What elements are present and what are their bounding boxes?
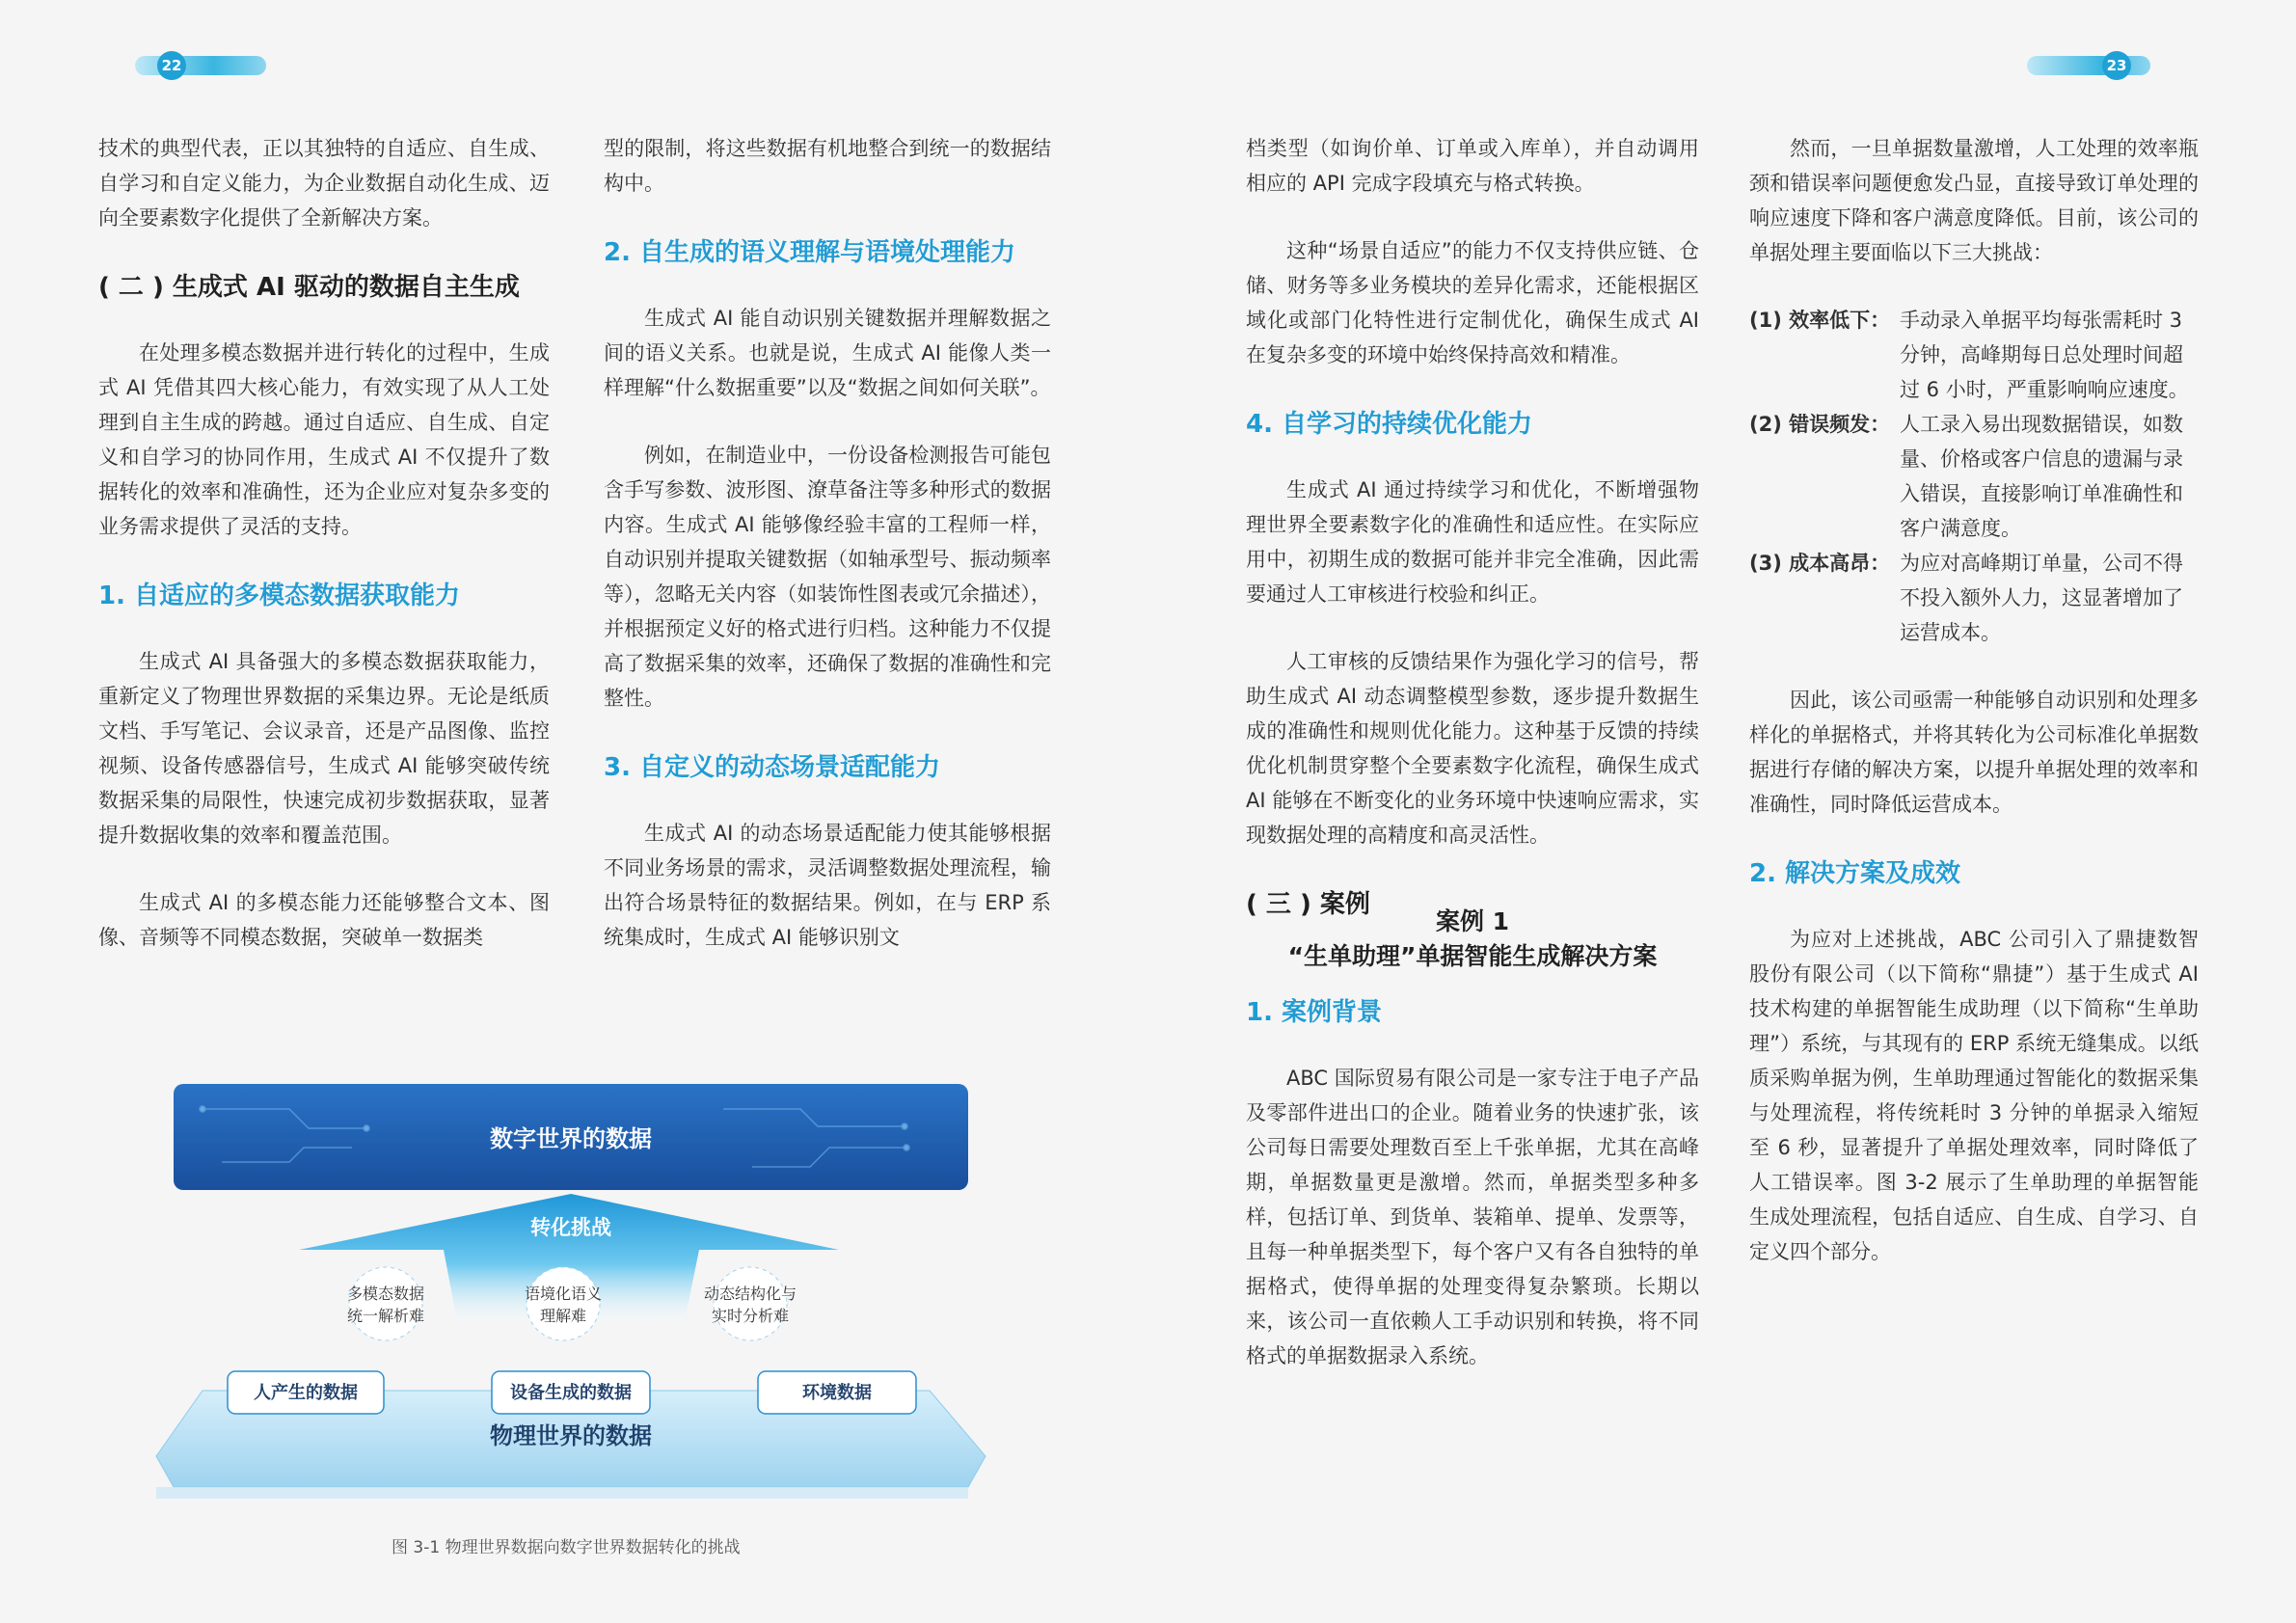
subsection-heading: 1. 案例背景 <box>1246 998 1383 1027</box>
subsection-heading: 2. 解决方案及成效 <box>1749 859 1961 888</box>
text-column-3 <box>1246 131 1699 1406</box>
page-number: 22 <box>157 51 186 80</box>
paragraph: 档类型（如询价单、订单或入库单），并自动调用相应的 API 完成字段填充与格式转换。 <box>1246 137 1699 195</box>
source-label: 人产生的数据 <box>254 1383 358 1403</box>
paragraph: 这种“场景自适应”的能力不仅支持供应链、仓储、财务等多业务模块的差异化需求，还能根据区域化或部门化特性进行定制优化，确保生成式 AI 在复杂多变的环境中始终保持高效和精准。 <box>1246 239 1699 366</box>
subsection-heading: 4. 自学习的持续优化能力 <box>1246 410 1533 439</box>
case-label: 案例 1 <box>1435 907 1510 935</box>
challenge-label: 统一解析难 <box>346 1307 425 1325</box>
text-column-4 <box>1749 131 2199 1302</box>
paragraph: 人工审核的反馈结果作为强化学习的信号，帮助生成式 AI 动态调整模型参数，逐步提升数据生成的准确性和规则优化能力。这种基于反馈的持续优化机制贯穿整个全要素数字化流程，确保生成式 AI 能够在不断变化的业务环境中快速响应需求，实现数据处理的高精度和高灵活性。 <box>1246 650 1699 847</box>
issue-def: 为应对高峰期订单量，公司不得不投入额外人力，这显著增加了运营成本。 <box>1900 552 2183 644</box>
issue-item <box>1749 407 2199 546</box>
text-column-2 <box>604 131 1051 987</box>
issue-def: 人工录入易出现数据错误，如数量、价格或客户信息的遗漏与录入错误，直接影响订单准确性和客户满意度。 <box>1900 413 2183 540</box>
page-tab-decoration <box>2027 56 2150 75</box>
paragraph: 然而，一旦单据数量激增，人工处理的效率瓶颈和错误率问题便愈发凸显，直接导致订单处理的响应速度下降和客户满意度降低。目前，该公司的单据处理主要面临以下三大挑战： <box>1749 137 2199 264</box>
arrow-label: 转化挑战 <box>530 1216 611 1239</box>
issue-item <box>1749 303 2199 407</box>
challenge-label: 实时分析难 <box>711 1307 790 1325</box>
source-label: 设备生成的数据 <box>510 1383 632 1403</box>
physical-data-label: 物理世界的数据 <box>490 1422 652 1449</box>
intro-paragraph: 技术的典型代表，正以其独特的自适应、自生成、自学习和自定义能力，为企业数据自动化生成、迈向全要素数字化提供了全新解决方案。 <box>98 137 550 230</box>
subsection-heading: 1. 自适应的多模态数据获取能力 <box>98 582 461 610</box>
paragraph: 生成式 AI 能自动识别关键数据并理解数据之间的语义关系。也就是说，生成式 AI 能像人类一样理解“什么数据重要”以及“数据之间如何关联”。 <box>604 307 1051 399</box>
digital-data-label: 数字世界的数据 <box>490 1125 652 1152</box>
page-number: 23 <box>2102 51 2131 80</box>
paragraph: 例如，在制造业中，一份设备检测报告可能包含手写参数、波形图、潦草备注等多种形式的数据内容。生成式 AI 能够像经验丰富的工程师一样，自动识别并提取关键数据（如轴承型号、振动频率等），忽略无关内容（如装饰性图表或冗余描述），并根据预定义好的格式进行归档。这种能力不仅提高了数据采集的效率，还确保了数据的准确性和完整性。 <box>604 444 1051 710</box>
issue-list <box>1749 303 2199 650</box>
issue-term: (2) 错误频发： <box>1749 413 1891 436</box>
challenge-label: 多模态数据 <box>346 1285 425 1303</box>
paragraph: 因此，该公司亟需一种能够自动识别和处理多样化的单据格式，并将其转化为公司标准化单据数据进行存储的解决方案，以提升单据处理的效率和准确性，同时降低运营成本。 <box>1749 689 2199 816</box>
challenge-label: 理解难 <box>539 1307 587 1325</box>
paragraph: ABC 国际贸易有限公司是一家专注于电子产品及零部件进出口的企业。随着业务的快速扩张，该公司每日需要处理数百至上千张单据，尤其在高峰期，单据数量更是激增。然而，单据类型多种多样，包括订单、到货单、装箱单、提单、发票等，且每一种单据类型下，每个客户又有各自独特的单据格式，使得单据的处理变得复杂繁琐。长期以来，该公司一直依赖人工手动识别和转换，将不同格式的单据数据录入系统。 <box>1246 1067 1699 1367</box>
issue-term: (1) 效率低下： <box>1749 309 1891 332</box>
issue-def: 手动录入单据平均每张需耗时 3 分钟，高峰期每日总处理时间超过 6 小时，严重影响响应速度。 <box>1900 309 2189 401</box>
source-label: 环境数据 <box>802 1383 872 1403</box>
paragraph: 为应对上述挑战，ABC 公司引入了鼎捷数智股份有限公司（以下简称“鼎捷”）基于生成式 AI 技术构建的单据智能生成助理（以下简称“生单助理”）系统，与其现有的 ERP 系统无缝集成。以纸质采购单据为例，生单助理通过智能化的数据采集与处理流程，将传统耗时 3 分钟的单据录入缩短至 6 秒，显著提升了单据处理效率，同时降低了人工错误率。图 3-2 展示了生单助理的单据智能生成处理流程，包括自适应、自生成、自学习、自定义四个部分。 <box>1749 928 2199 1263</box>
paragraph: 在处理多模态数据并进行转化的过程中，生成式 AI 凭借其四大核心能力，有效实现了从人工处理到自主生成的跨越。通过自适应、自生成、自定义和自学习的协同作用，生成式 AI 不仅提升了数据转化的效率和准确性，还为企业应对复杂多变的业务需求提供了灵活的支持。 <box>98 341 550 538</box>
challenge-1 <box>347 1267 424 1340</box>
right-page <box>1148 0 2296 1623</box>
issue-item <box>1749 546 2199 650</box>
paragraph: 生成式 AI 的多模态能力还能够整合文本、图像、音频等不同模态数据，突破单一数据类 <box>98 891 550 949</box>
subsection-heading: 3. 自定义的动态场景适配能力 <box>604 753 941 782</box>
page-tab-decoration <box>135 56 266 75</box>
challenge-label: 动态结构化与 <box>703 1285 797 1303</box>
paragraph: 型的限制，将这些数据有机地整合到统一的数据结构中。 <box>604 137 1051 195</box>
paragraph: 生成式 AI 具备强大的多模态数据获取能力，重新定义了物理世界数据的采集边界。无论是纸质文档、手写笔记、会议录音，还是产品图像、监控视频、设备传感器信号，生成式 AI 能够突破传统数据采集的局限性，快速完成初步数据获取，显著提升数据收集的效率和覆盖范围。 <box>98 650 550 847</box>
section-heading: ( 三 ) 案例 <box>1246 890 1370 919</box>
figure-caption: 图 3-1 物理世界数据向数字世界数据转化的挑战 <box>392 1538 741 1557</box>
challenge-3 <box>704 1267 797 1340</box>
challenge-label: 语境化语义 <box>524 1285 603 1303</box>
subsection-heading: 2. 自生成的语义理解与语境处理能力 <box>604 238 1016 267</box>
issue-term: (3) 成本高昂： <box>1749 552 1891 575</box>
figure-diagram <box>145 1070 993 1514</box>
paragraph: 生成式 AI 的动态场景适配能力使其能够根据不同业务场景的需求，灵活调整数据处理流程，输出符合场景特征的数据结果。例如，在与 ERP 系统集成时，生成式 AI 能够识别文 <box>604 822 1051 949</box>
case-title: “生单助理”单据智能生成解决方案 <box>1287 942 1658 970</box>
section-heading: ( 二 ) 生成式 AI 驱动的数据自主生成 <box>98 273 520 302</box>
paragraph: 生成式 AI 通过持续学习和优化，不断增强物理世界全要素数字化的准确性和适应性。在实际应用中，初期生成的数据可能并非完全准确，因此需要通过人工审核进行校验和纠正。 <box>1246 478 1699 606</box>
text-column-1 <box>98 131 550 987</box>
